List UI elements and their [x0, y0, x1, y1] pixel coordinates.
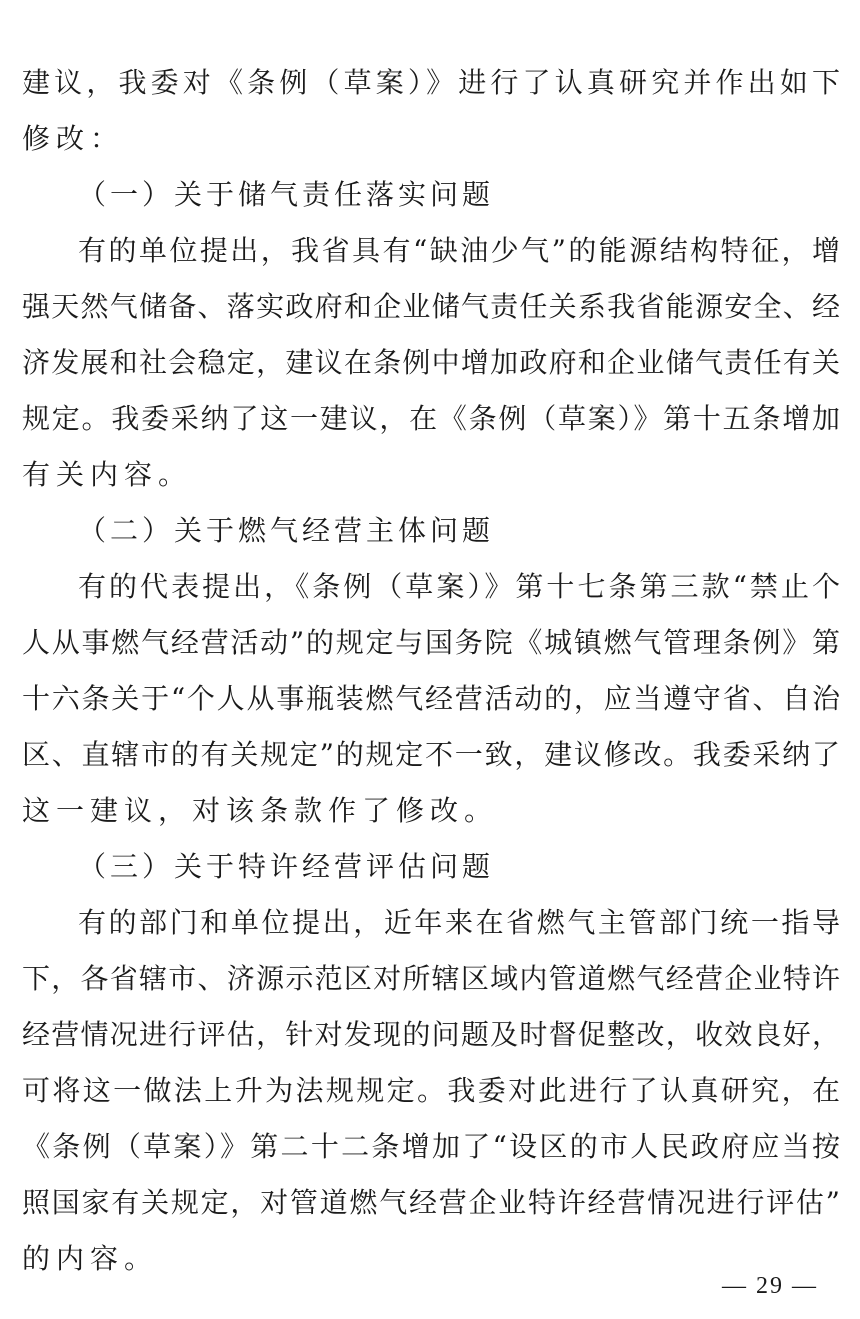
paragraph-line: 有的代表提出，《条例（草案）》第十七条第三款“禁止个	[78, 570, 840, 603]
paragraph-line: 的内容。	[22, 1242, 159, 1275]
paragraph-line: 下，各省辖市、济源示范区对所辖区域内管道燃气经营企业特许	[22, 962, 840, 995]
paragraph-line: 有关内容。	[22, 458, 193, 491]
paragraph-line: 《条例（草案）》第二十二条增加了“设区的市人民政府应当按	[22, 1130, 840, 1163]
paragraph-line: 可将这一做法上升为法规规定。我委对此进行了认真研究，在	[22, 1074, 840, 1107]
paragraph-line: 有的部门和单位提出，近年来在省燃气主管部门统一指导	[78, 906, 840, 939]
paragraph-line: 区、直辖市的有关规定”的规定不一致，建议修改。我委采纳了	[22, 738, 840, 771]
paragraph-line: 这一建议，对该条款作了修改。	[22, 794, 499, 827]
paragraph-line: 有的单位提出，我省具有“缺油少气”的能源结构特征，增	[78, 234, 840, 267]
section-heading-1: （一）关于储气责任落实问题	[78, 178, 495, 211]
paragraph-line: 照国家有关规定，对管道燃气经营企业特许经营情况进行评估”	[22, 1186, 840, 1219]
paragraph-line: 规定。我委采纳了这一建议，在《条例（草案）》第十五条增加	[22, 402, 840, 435]
paragraph-line: 修改：	[22, 122, 125, 155]
paragraph-line: 强天然气储备、落实政府和企业储气责任关系我省能源安全、经	[22, 290, 840, 323]
paragraph-line: 人从事燃气经营活动”的规定与国务院《城镇燃气管理条例》第	[22, 626, 840, 659]
paragraph-line: 济发展和社会稳定，建议在条例中增加政府和企业储气责任有关	[22, 346, 840, 379]
page-number: — 29 —	[722, 1273, 818, 1299]
paragraph-line: 建议，我委对《条例（草案）》进行了认真研究并作出如下	[22, 66, 840, 99]
paragraph-line: 经营情况进行评估，针对发现的问题及时督促整改，收效良好，	[22, 1018, 840, 1051]
section-heading-3: （三）关于特许经营评估问题	[78, 850, 495, 883]
paragraph-line: 十六条关于“个人从事瓶装燃气经营活动的，应当遵守省、自治	[22, 682, 840, 715]
section-heading-2: （二）关于燃气经营主体问题	[78, 514, 495, 547]
